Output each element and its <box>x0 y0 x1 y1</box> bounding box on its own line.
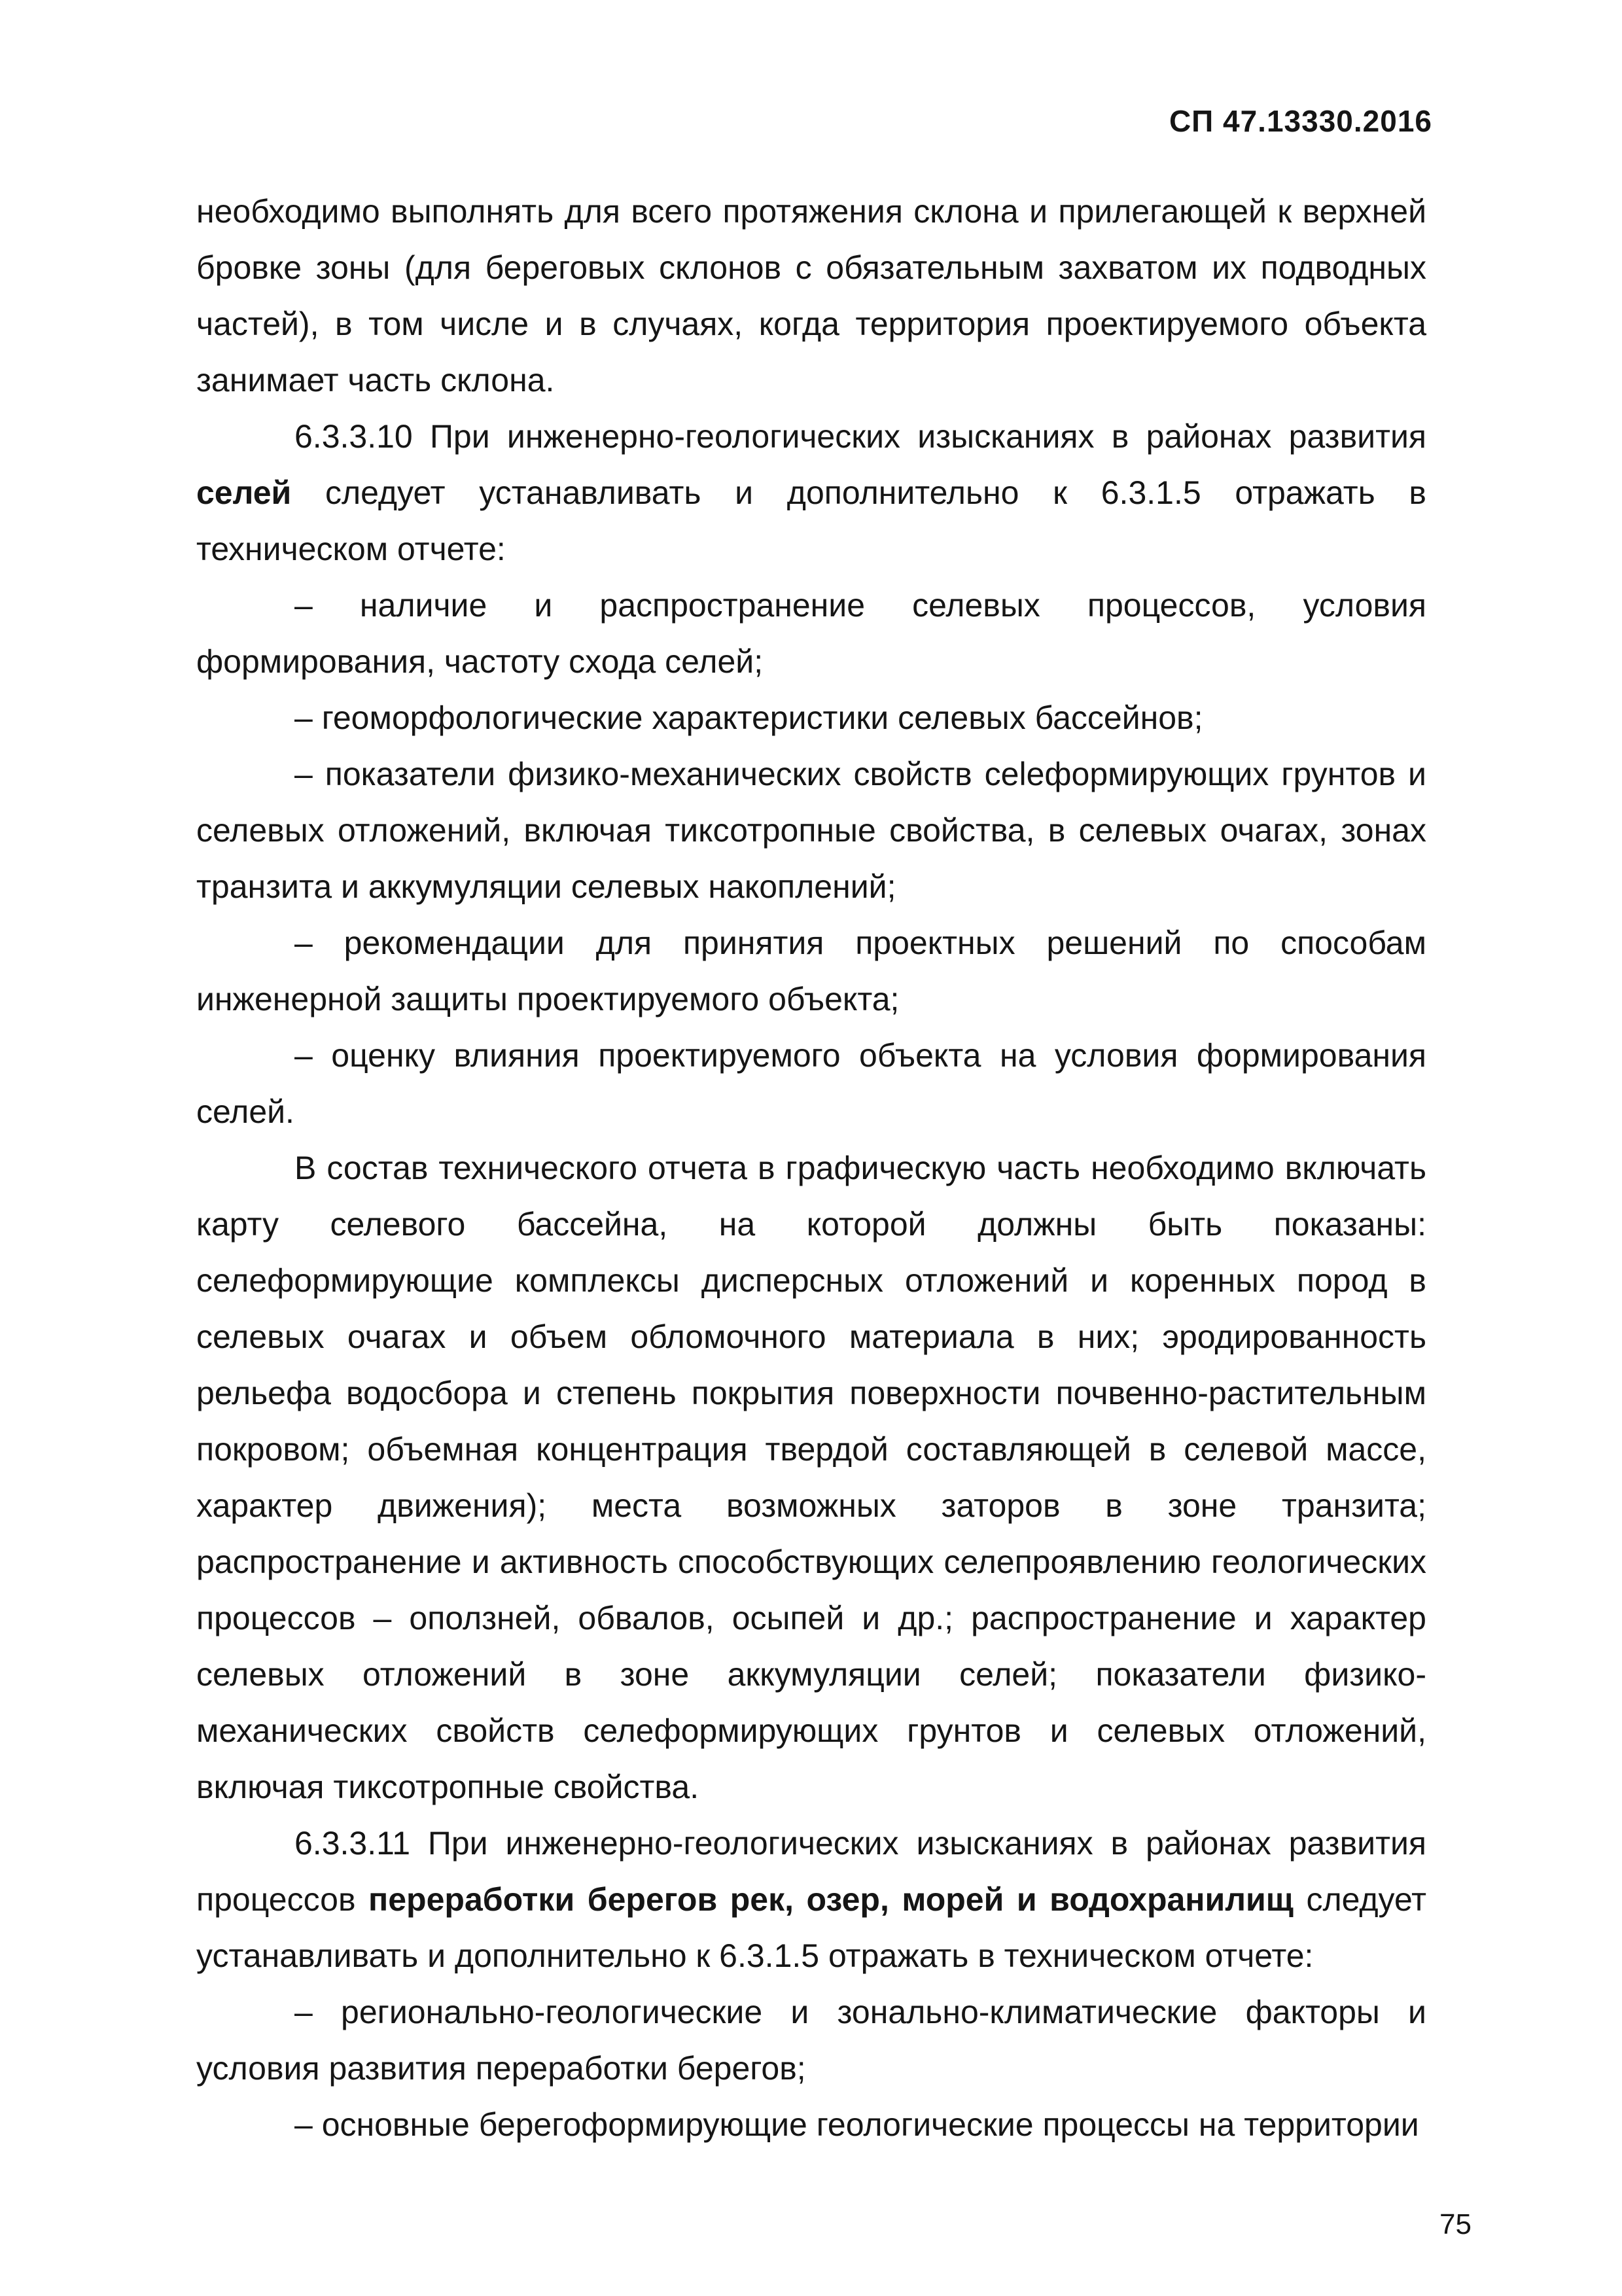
bold-term: переработки берегов рек, озер, морей и водохранилищ <box>368 1881 1294 1918</box>
paragraph-graphic-part: В состав технического отчета в графическую часть необходимо включать карту селевого бассейна, на которой должны быть показаны: селеформирующие комплексы дисперсных отложений и коренных пород в селевых очагах и объем обломочного материала в них; эродированность рельефа водосбора и степень покрытия поверхности почвенно-растительным покровом; объемная концентрация твердой составляющей в селевой массе, характер движения); места возможных заторов в зоне транзита; распространение и активность способствующих селепроявлению геологических процессов – оползней, обвалов, осыпей и др.; распространение и характер селевых отложений в зоне аккумуляции селей; показатели физико-механических свойств селеформирующих грунтов и селевых отложений, включая тиксотропные свойства. <box>196 1150 1426 1805</box>
paragraph-continuation: необходимо выполнять для всего протяжения склона и прилегающей к верхней бровке зоны (для береговых склонов с обязательным захватом их подводных частей), в том числе и в случаях, когда территория проектируемого объекта занимает часть склона. <box>196 193 1426 398</box>
list-item: – основные берегоформирующие геологические процессы на территории <box>294 2106 1419 2143</box>
bold-term: селей <box>196 474 292 511</box>
document-code: СП 47.13330.2016 <box>1169 104 1432 138</box>
page-body <box>196 183 1426 2153</box>
list-item: – наличие и распространение селевых процессов, условия формирования, частоту схода селей; <box>196 587 1426 680</box>
paragraph-text: следует устанавливать и дополнительно к 6.3.1.5 отражать в техническом отчете: <box>196 474 1426 567</box>
list-item: – показатели физико-механических свойств celeформирующих грунтов и селевых отложений, включая тиксотропные свойства, в селевых очагах, зонах транзита и аккумуляции селевых накоплений; <box>196 756 1426 905</box>
list-item: – оценку влияния проектируемого объекта на условия формирования селей. <box>196 1037 1426 1130</box>
list-item: – регионально-геологические и зонально-климатические факторы и условия развития переработки берегов; <box>196 1994 1426 2087</box>
paragraph-text: 6.3.3.10 При инженерно-геологических изысканиях в районах развития <box>294 418 1426 455</box>
paragraph-6-3-3-10 <box>196 408 1426 577</box>
page-number: 75 <box>1439 2208 1472 2240</box>
list-item: – геоморфологические характеристики селевых бассейнов; <box>294 699 1203 736</box>
paragraph-text: следует устанавливать и дополнительно к 6.3.1.5 отражать в техническом отчете: <box>196 1881 1426 1974</box>
list-item: – рекомендации для принятия проектных решений по способам инженерной защиты проектируемого объекта; <box>196 925 1426 1017</box>
paragraph-text: 6.3.3.11 При инженерно-геологических изысканиях в районах развития процессов <box>196 1825 1426 1918</box>
paragraph-6-3-3-11 <box>196 1815 1426 1984</box>
